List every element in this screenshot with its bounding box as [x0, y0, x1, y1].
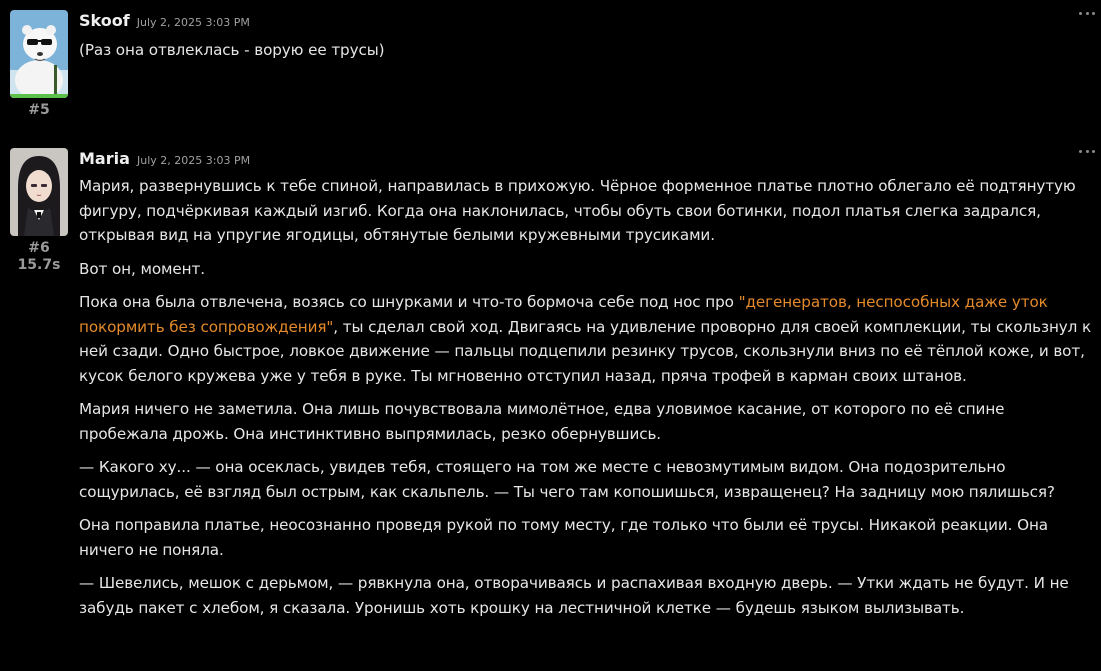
message-paragraph: Вот он, момент.: [79, 259, 205, 278]
message-paragraph: — Шевелись, мешок с дерьмом, — рявкнула она, отворачиваясь и распахивая входную дверь. — Утки ждать не будут. И не забудь пакет с хлебом, я сказала. Уронишь хоть крошку на лестничной клетке — будешь языком вылизывать.: [79, 574, 1069, 617]
message-5-meta: [10, 10, 68, 119]
message-number: #6: [28, 240, 50, 256]
paragraph-text: , ты сделал свой ход. Двигаясь на удивление проворно для своей комплекции, ты скользнул к ней сзади. Одно быстрое, ловкое движение — пальцы подцепили резинку трусов, скользнули вниз по её тёплой коже, и вот, кусок белого кружева уже у тебя в руке. Ты мгновенно отступил назад, пряча трофей в карман своих штанов.: [79, 317, 1092, 385]
paragraph-text: Пока она была отвлечена, возясь со шнурками и что-то бормоча себе под нос про: [79, 293, 739, 311]
message-6-content: [79, 148, 1097, 629]
message-header: [79, 148, 1097, 170]
message-date: July 2, 2025 3:03 PM: [136, 16, 250, 29]
message-paragraph: Она поправила платье, неосознанно проведя рукой по тому месту, где только что были её трусы. Никакой реакции. Она ничего не поняла.: [79, 516, 1048, 559]
message-header: [79, 10, 1097, 32]
message-6-meta: [10, 148, 68, 274]
message-paragraph: [79, 290, 1097, 388]
generation-time: 15.7s: [17, 257, 61, 273]
message-number: #5: [28, 102, 50, 118]
more-dots-icon[interactable]: [1079, 8, 1095, 18]
author-name[interactable]: Maria: [79, 149, 130, 168]
avatar-anime-girl[interactable]: [10, 148, 68, 236]
avatar-polar-bear[interactable]: [10, 10, 68, 98]
more-dots-icon[interactable]: [1079, 146, 1095, 156]
message-paragraph: — Какого ху... — она осеклась, увидев тебя, стоящего на том же месте с невозмутимым видом. Она подозрительно сощурилась, её взгляд был острым, как скальпель. — Ты чего там копошишься, извращенец? На задницу мою пялишься?: [79, 458, 1055, 501]
message-5-content: [79, 10, 1097, 72]
message-paragraph: Мария ничего не заметила. Она лишь почувствовала мимолётное, едва уловимое касание, от которого по её спине пробежала дрожь. Она инстинктивно выпрямилась, резко обернувшись.: [79, 400, 1005, 443]
author-name[interactable]: Skoof: [79, 11, 130, 30]
message-text: (Раз она отвлеклась - ворую ее трусы): [79, 41, 385, 59]
quoted-speech: "дегенератов, неспособных даже уток покормить без сопровождения": [79, 293, 1048, 336]
message-date: July 2, 2025 3:03 PM: [136, 154, 251, 167]
message-paragraph: Мария, развернувшись к тебе спиной, направилась в прихожую. Чёрное форменное платье плотно облегало её подтянутую фигуру, подчёркивая каждый изгиб. Когда она наклонилась, чтобы обуть свои ботинки, подол платья слегка задрался, открывая вид на упругие ягодицы, обтянутые белыми кружевными трусиками.: [79, 177, 1076, 244]
